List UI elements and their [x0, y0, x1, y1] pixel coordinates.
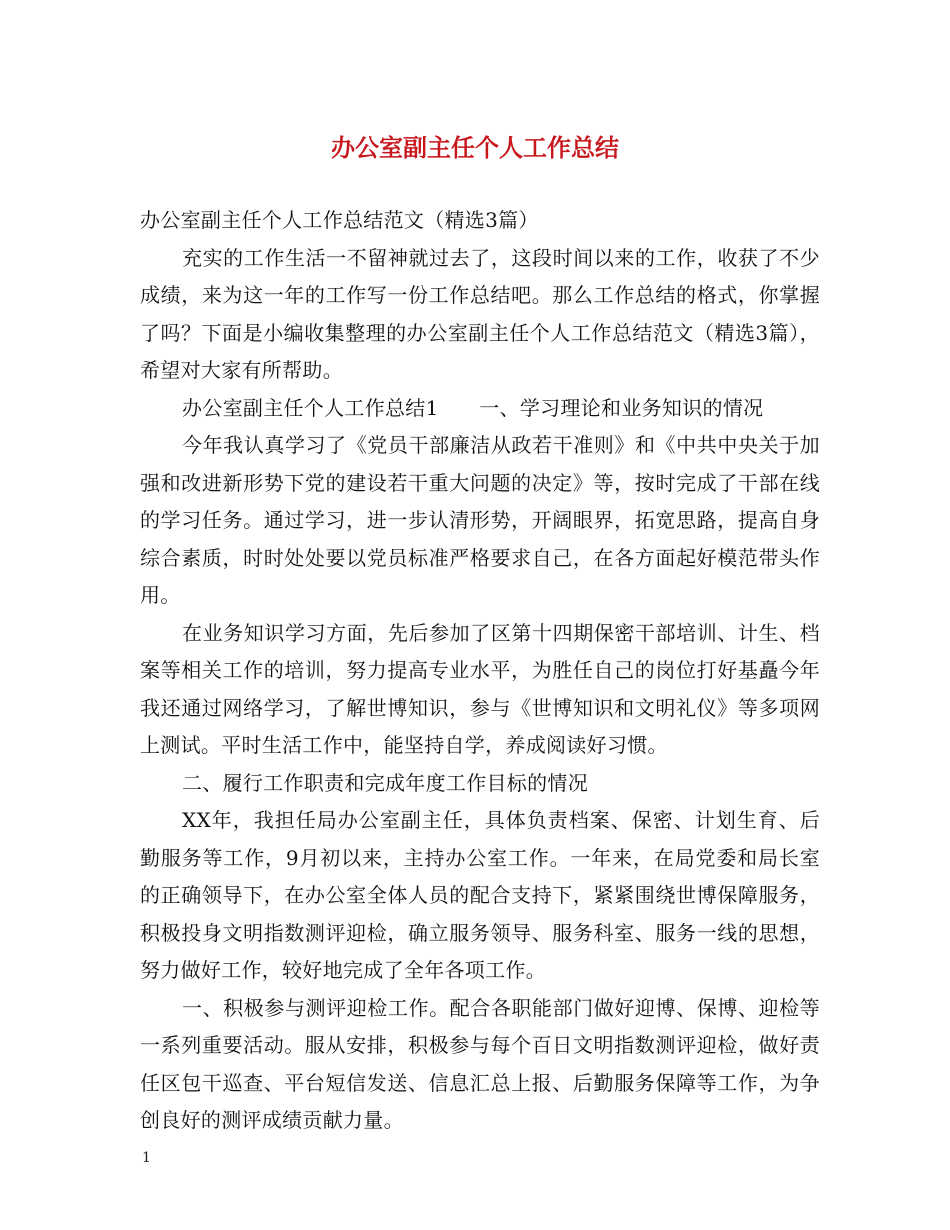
document-title: 办公室副主任个人工作总结	[331, 134, 619, 162]
evaluation-paragraph: 一、积极参与测评迎检工作。配合各职能部门做好迎博、保博、迎检等一系列重要活动。服从安排，积极参与每个百日文明指数测评迎检，做好责任区包干巡查、平台短信发送、信息汇总上报、后勤服务保障等工作，为争创良好的测评成绩贡献力量。	[140, 995, 820, 1132]
page-number: 1	[142, 1150, 151, 1166]
business-knowledge-paragraph: 在业务知识学习方面，先后参加了区第十四期保密干部培训、计生、档案等相关工作的培训，努力提高专业水平，为胜任自己的岗位打好基矗今年我还通过网络学习，了解世博知识，参与《世博知识和文明礼仪》等多项网上测试。平时生活工作中，能坚持自学，养成阅读好习惯。	[140, 620, 820, 757]
intro-paragraph: 充实的工作生活一不留神就过去了，这段时间以来的工作，收获了不少成绩，来为这一年的工作写一份工作总结吧。那么工作总结的格式，你掌握了吗？下面是小编收集整理的办公室副主任个人工作总结范文（精选3篇），希望对大家有所帮助。	[140, 245, 820, 382]
study-paragraph: 今年我认真学习了《党员干部廉洁从政若干准则》和《中共中央关于加强和改进新形势下党的建设若干重大问题的决定》等，按时完成了干部在线的学习任务。通过学习，进一步认清形势，开阔眼界，拓宽思路，提高自身综合素质，时时处处要以党员标准严格要求自己，在各方面起好模范带头作用。	[140, 433, 820, 607]
section-heading-2: 二、履行工作职责和完成年度工作目标的情况	[182, 770, 588, 795]
subtitle-paragraph: 办公室副主任个人工作总结范文（精选3篇）	[140, 208, 539, 232]
section-heading-1: 办公室副主任个人工作总结1 一、学习理论和业务知识的情况	[182, 395, 764, 420]
document-body	[140, 202, 820, 1140]
duties-paragraph: XX年，我担任局办公室副主任，具体负责档案、保密、计划生育、后勤服务等工作，9月初以来，主持办公室工作。一年来，在局党委和局长室的正确领导下，在办公室全体人员的配合支持下，紧紧围绕世博保障服务，积极投身文明指数测评迎检，确立服务领导、服务科室、服务一线的思想，努力做好工作，较好地完成了全年各项工作。	[140, 808, 820, 982]
